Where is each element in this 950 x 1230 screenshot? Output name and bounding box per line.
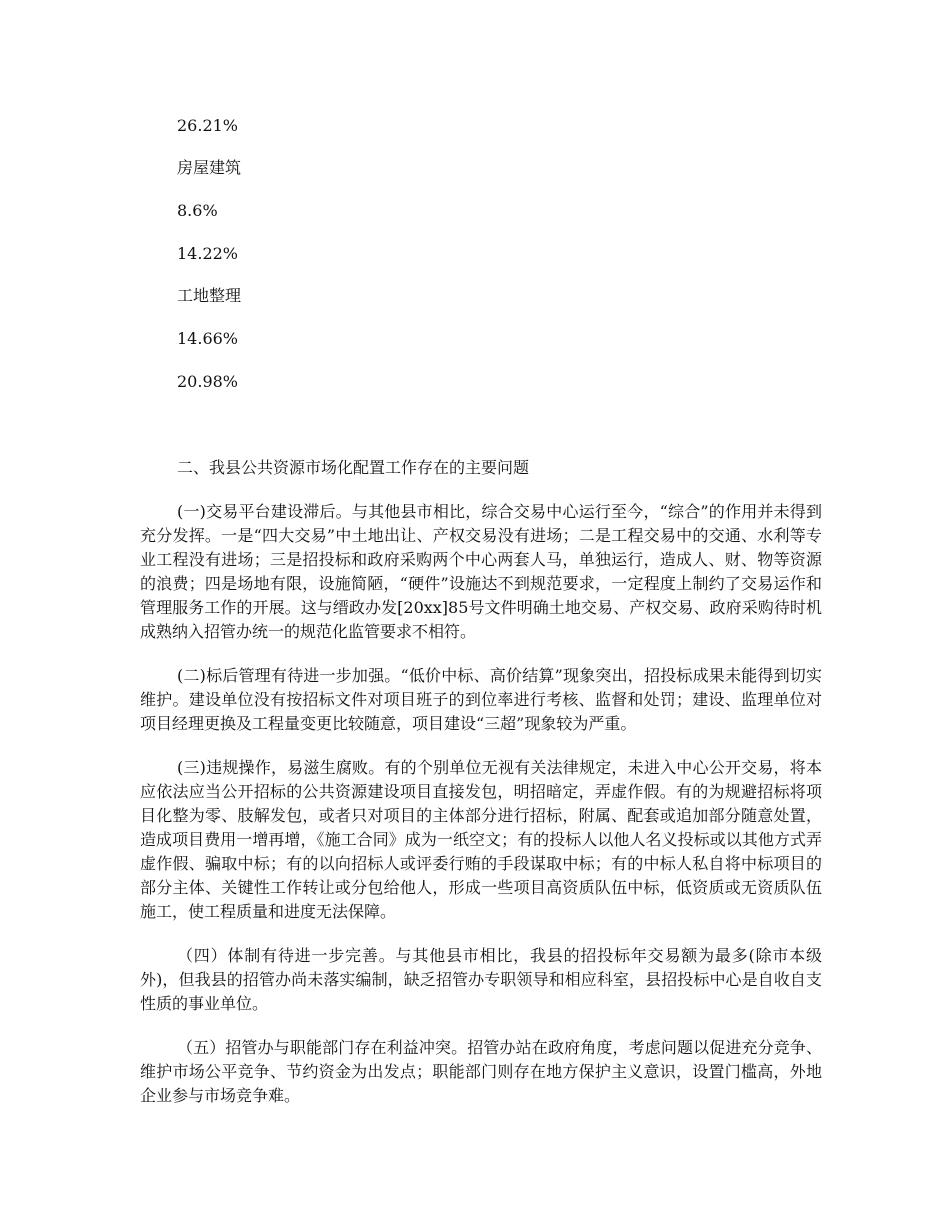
value-line: 26.21% bbox=[177, 116, 239, 135]
paragraph-4: （四）体制有待进一步完善。与其他县市相比，我县的招投标年交易额为最多(除市本级外)，但我县的招管办尚未落实编制，缺乏招管办专职领导和相应科室，县招投标中心是自收自支性质的事业单位。 bbox=[140, 946, 822, 1013]
value-line: 工地整理 bbox=[177, 286, 242, 305]
value-line: 14.22% bbox=[177, 244, 239, 263]
paragraph-3: (三)违规操作，易滋生腐败。有的个别单位无视有关法律规定，未进入中心公开交易，将本应依法应当公开招标的公共资源建设项目直接发包，明招暗定，弄虚作假。有的为规避招标将项目化整为零、肢解发包，或者只对项目的主体部分进行招标，附属、配套或追加部分随意处置，造成项目费用一增再增，《施工合同》成为一纸空文；有的投标人以他人名义投标或以其他方式弄虚作假、骗取中标；有的以向招标人或评委行贿的手段谋取中标；有的中标人私自将中标项目的部分主体、关键性工作转让或分包给他人，形成一些项目高资质队伍中标，低资质或无资质队伍施工，使工程质量和进度无法保障。 bbox=[140, 758, 822, 921]
value-line: 8.6% bbox=[177, 201, 218, 220]
section-heading: 二、我县公共资源市场化配置工作存在的主要问题 bbox=[177, 458, 530, 477]
paragraph-5: （五）招管办与职能部门存在利益冲突。招管办站在政府角度，考虑问题以促进充分竞争、维护市场公平竞争、节约资金为出发点；职能部门则存在地方保护主义意识，设置门槛高，外地企业参与市场竞争难。 bbox=[140, 1038, 822, 1105]
document-body bbox=[140, 456, 822, 1128]
paragraph-1: (一)交易平台建设滞后。与其他县市相比，综合交易中心运行至今，“综合”的作用并未得到充分发挥。一是“四大交易”中土地出让、产权交易没有进场；二是工程交易中的交通、水利等专业工程没有进场；三是招投标和政府采购两个中心两套人马，单独运行，造成人、财、物等资源的浪费；四是场地有限，设施简陋，“硬件”设施达不到规范要求，一定程度上制约了交易运作和管理服务工作的开展。这与缙政办发[20xx]85号文件明确土地交易、产权交易、政府采购待时机成熟纳入招管办统一的规范化监管要求不相符。 bbox=[140, 502, 822, 641]
value-line: 房屋建筑 bbox=[177, 158, 242, 177]
paragraph-2: (二)标后管理有待进一步加强。“低价中标、高价结算”现象突出，招投标成果未能得到切实维护。建设单位没有按招标文件对项目班子的到位率进行考核、监督和处罚；建设、监理单位对项目经理更换及工程量变更比较随意，项目建设“三超”现象较为严重。 bbox=[140, 666, 822, 733]
value-line: 20.98% bbox=[177, 372, 239, 391]
value-line: 14.66% bbox=[177, 329, 239, 348]
